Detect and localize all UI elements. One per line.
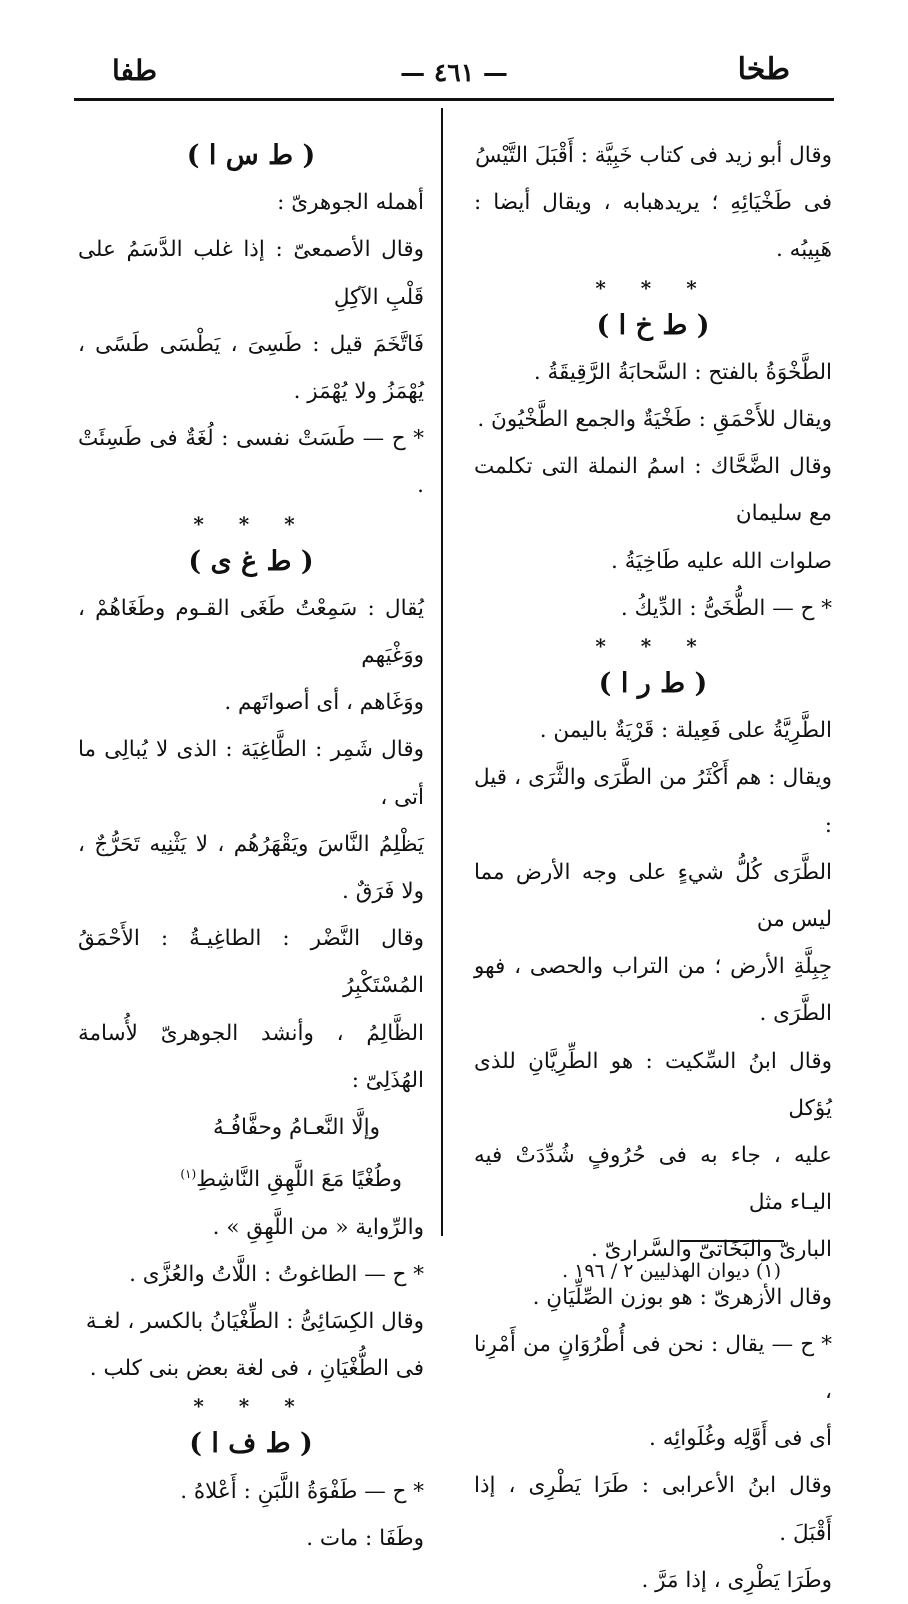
running-head-left: طفا bbox=[112, 54, 157, 87]
text-line: * ح — الطُّخَىُّ : الدِّيكُ . bbox=[620, 595, 832, 621]
section-separator: * * * bbox=[193, 1394, 309, 1419]
text-line: ووَغَاهم ، أى أصواتَهم . bbox=[224, 690, 424, 716]
text-line: وقال النَّضْر : الطاغِيـةُ : الأَحْمَقُ المُسْتَكْبِرُ bbox=[78, 926, 424, 999]
footnote-rule bbox=[680, 1240, 784, 1242]
text-line: والرِّواية « من اللَّهِقِ » . bbox=[212, 1214, 424, 1240]
page-number: — ٤٦١ — bbox=[400, 58, 508, 87]
text-line: أهمله الجوهرىّ : bbox=[277, 190, 424, 216]
running-head-right: طخا bbox=[737, 52, 790, 87]
text-line: يُقال : سَمِعْتُ طَغَى القـوم وطَغَاهُمْ ، ووَغْيَهم bbox=[78, 595, 424, 669]
text-line: فى الطُّغْيَانِ ، فى لغة بعض بنى كلب . bbox=[89, 1356, 424, 1382]
text-line: وقال ابنُ الأعرابى : طَرَا يَطْرِى ، إذا أَقْبَلَ . bbox=[474, 1473, 832, 1546]
text-line: الظَّالِمُ ، وأنشد الجوهرىّ لأُسامة الهُذَلِىّ : bbox=[78, 1020, 424, 1093]
text-line: الطَّرِيَّةُ على فَعِيلة : قَرْيَةٌ باليمن . bbox=[539, 718, 832, 744]
left-column bbox=[78, 132, 424, 1562]
text-line: وقال الأصمعىّ : إذا غلب الدَّسَمُ على قَلْبِ الآكِلِ bbox=[78, 237, 424, 310]
text-line: فى طَخْيَائِهِ ؛ يريدهبابه ، ويقال أيضا : هَبِيبُه . bbox=[474, 190, 832, 263]
text-line: وطَفَا : مات . bbox=[306, 1525, 424, 1551]
text-line: وقال الأزهرىّ : هو بوزن الصِّلِّيَانِ . bbox=[532, 1284, 832, 1310]
entry-heading-tsa: ( ط س ا ) bbox=[186, 140, 316, 171]
entry-heading-tfa: ( ط ف ا ) bbox=[189, 1428, 313, 1460]
text-line: البارىّ والبَخَاتىّ والسَّرارىّ . bbox=[591, 1237, 832, 1263]
entry-heading-tkha: ( ط خ ا ) bbox=[596, 309, 710, 341]
text-line: وقال أبو زيد فى كتاب خَبِيَّة : أَقْبَلَ التَّيْسُ bbox=[475, 143, 832, 168]
text-line: صلوات الله عليه طَاخِيَةُ . bbox=[611, 548, 832, 574]
footnote: (١) ديوان الهذليين ٢ / ١٩٦ . bbox=[562, 1260, 781, 1282]
text-line: يَظْلِمُ النَّاسَ ويَقْهَرُهُم ، لا يَثْنِيه تَحَرُّجٌ ، ولا فَرَقٌ . bbox=[78, 831, 424, 905]
text-line: الطَّخْوَةُ بالفتح : السَّحابَةُ الرَّقِيقَةُ . bbox=[533, 359, 832, 385]
section-separator: * * * bbox=[193, 511, 309, 536]
text-line: * ح — يقال : نحن فى أُطْرُوَانٍ من أَمْرِنا ، bbox=[474, 1331, 832, 1405]
text-line: ويقال للأَحْمَقِ : طَخْيَةٌ والجمع الطَّخْيُونَ . bbox=[477, 407, 832, 433]
text-line: ويقال : هم أَكْثَرُ من الطَّرَى والثَّرَى ، قيل : bbox=[474, 765, 832, 838]
footnote-marker: (١) bbox=[180, 1167, 197, 1182]
section-separator: * * * bbox=[595, 634, 711, 659]
text-line: وطَرَا يَطْرِى ، إذا مَرَّ . bbox=[641, 1567, 832, 1593]
verse-line: وإلَّا النَّعـامُ وحفَّافُـهُ bbox=[212, 1115, 380, 1141]
text-line: وقال ابنُ السِّكيت : هو الطِّرِيَّانِ للذى يُؤكل bbox=[474, 1048, 832, 1121]
text-line: جِبِلَّةِ الأرض ؛ من التراب والحصى ، فهو الطَّرَى . bbox=[474, 954, 832, 1027]
column-divider bbox=[441, 108, 443, 1236]
text-line: * ح — طَفْوَةُ اللَّبَنِ : أَعْلاهُ . bbox=[180, 1478, 424, 1504]
text-line: * ح — الطاغوتُ : اللَّاتُ والعُزَّى . bbox=[129, 1261, 424, 1287]
right-column bbox=[474, 132, 832, 1604]
header-rule bbox=[74, 98, 834, 101]
text-line: وقال شَمِر : الطَّاغِيَة : الذى لا يُبالِى ما أتى ، bbox=[78, 737, 424, 810]
text-line: * ح — طَسَتْ نفسى : لُغَةٌ فى طَسِئَتْ . bbox=[78, 426, 424, 499]
entry-heading-tgha: ( ط غ ى ) bbox=[188, 545, 314, 577]
section-separator: * * * bbox=[595, 275, 711, 300]
verse-text: وطُغْيًا مَعَ اللَّهِقِ النَّاشِطِ bbox=[196, 1167, 402, 1193]
text-line: عليه ، جاء به فى حُرُوفٍ شُدِّدَتْ فيه اليـاء مثل bbox=[474, 1143, 832, 1216]
entry-heading-tra: ( ط ر ا ) bbox=[598, 668, 708, 700]
text-line: أى فى أَوَّلِه وغُلَوائِه . bbox=[649, 1426, 832, 1452]
text-line: الطَّرَى كُلُّ شيءٍ على وجه الأرض مما ليس من bbox=[474, 859, 832, 933]
text-line: فَاتَّخَمَ قيل : طَسِىَ ، يَطْسَى طَسًى ، يُهْمَزُ ولا يُهْمَز . bbox=[78, 331, 424, 405]
verse-line bbox=[78, 1151, 424, 1203]
text-line: وقال الكِسَائِىُّ : الطِّغْيَانُ بالكسر ، لغـة bbox=[85, 1309, 424, 1335]
text-line: وقال الضَّحَّاك : اسمُ النملة التى تكلمت مع سليمان bbox=[474, 454, 832, 527]
